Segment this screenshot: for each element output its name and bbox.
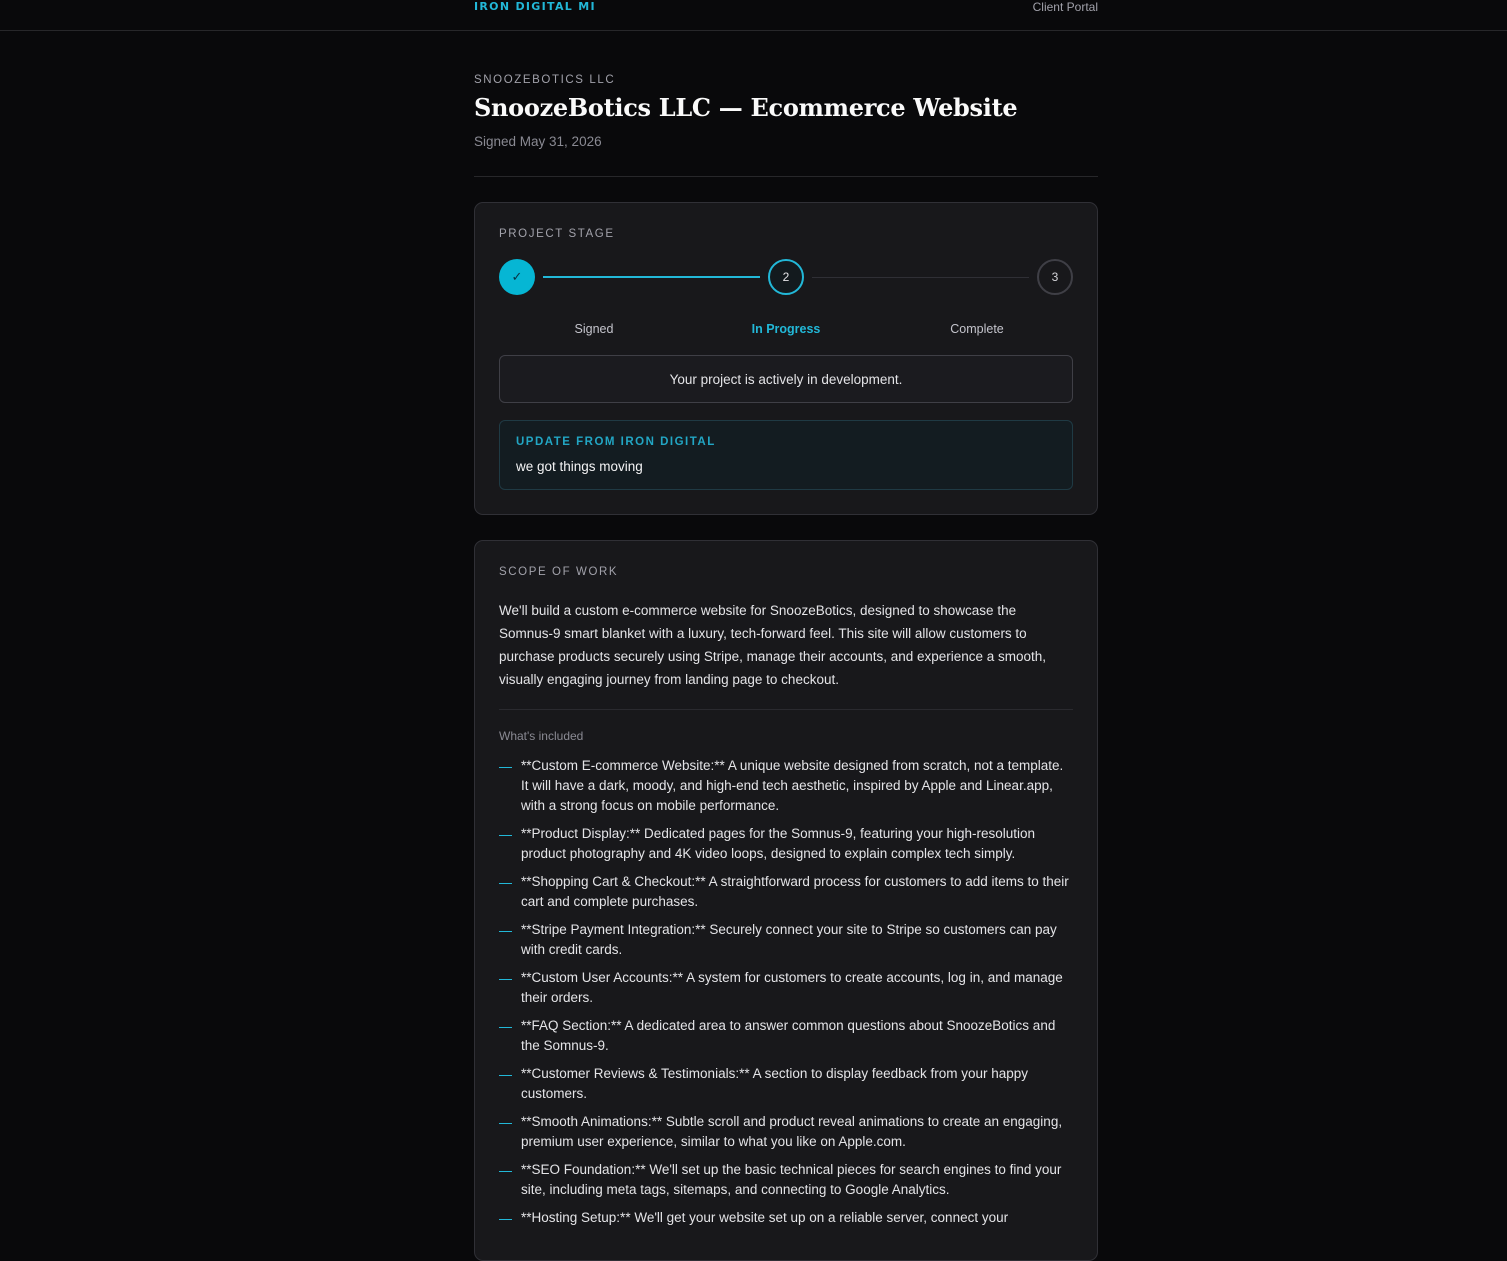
item-text: **Custom E-commerce Website:** A unique website designed from scratch, not a template. It will have a dark, moody, and high-end tech aesthetic, inspired by Apple and Linear.app, with a strong focus on mobile performance. [521, 758, 1064, 813]
list-item [499, 920, 1073, 960]
step-complete-label: Complete [950, 322, 1004, 336]
scope-of-work-label: SCOPE OF WORK [499, 566, 619, 578]
item-text: **Stripe Payment Integration:** Securely connect your site to Stripe so customers can pay with credit cards. [521, 922, 1057, 957]
update-notice [499, 420, 1073, 490]
project-stage-card [474, 202, 1098, 515]
top-bar [0, 0, 1507, 31]
included-items-list [499, 756, 1073, 1228]
step-signed-label: Signed [574, 322, 614, 336]
scope-of-work-card [474, 540, 1098, 1261]
item-text: **Product Display:** Dedicated pages for the Somnus-9, featuring your high-resolution product photography and 4K video loops, designed to explain complex tech simply. [521, 826, 1036, 861]
progress-line-complete [543, 276, 760, 278]
client-name: SNOOZEBOTICS LLC [474, 74, 616, 86]
brand-logo[interactable]: IRON DIGITAL MI [474, 0, 596, 13]
list-item [499, 872, 1073, 912]
status-message: Your project is actively in development. [499, 355, 1073, 403]
divider [474, 176, 1098, 177]
item-text: **Shopping Cart & Checkout:** A straightforward process for customers to add items to their cart and complete purchases. [521, 874, 1069, 909]
dash-bullet-icon [499, 931, 512, 932]
list-item [499, 968, 1073, 1008]
item-text: **Customer Reviews & Testimonials:** A section to display feedback from your happy customers. [521, 1066, 1028, 1101]
list-item [499, 1064, 1073, 1104]
item-text: **Hosting Setup:** We'll get your website set up on a reliable server, connect your [521, 1210, 1009, 1225]
dash-bullet-icon [499, 1027, 512, 1028]
progress-line-pending [812, 277, 1029, 278]
dash-bullet-icon [499, 1219, 512, 1220]
dash-bullet-icon [499, 1171, 512, 1172]
list-item [499, 1016, 1073, 1056]
dash-bullet-icon [499, 1123, 512, 1124]
item-text: **FAQ Section:** A dedicated area to answer common questions about SnoozeBotics and the Somnus-9. [521, 1018, 1056, 1053]
dash-bullet-icon [499, 1075, 512, 1076]
step-in-progress-marker: 2 [768, 259, 804, 295]
scope-description: We'll build a custom e-commerce website for SnoozeBotics, designed to showcase the Somnus-9 smart blanket with a luxury, tech-forward feel. This site will allow customers to purchase products securely using Stripe, manage their accounts, and experience a smooth, visually engaging journey from landing page to checkout. [499, 603, 1047, 687]
update-text: we got things moving [516, 459, 643, 474]
page-title: SnoozeBotics LLC — Ecommerce Website [474, 93, 1018, 122]
list-item [499, 1208, 1073, 1228]
list-item [499, 1160, 1073, 1200]
dash-bullet-icon [499, 883, 512, 884]
dash-bullet-icon [499, 835, 512, 836]
signed-date: Signed May 31, 2026 [474, 134, 602, 149]
list-item [499, 756, 1073, 816]
step-in-progress-label: In Progress [751, 322, 821, 336]
item-text: **Smooth Animations:** Subtle scroll and product reveal animations to create an engaging, premium user experience, similar to what you like on Apple.com. [521, 1114, 1063, 1149]
step-signed-check-icon: ✓ [499, 259, 535, 295]
stage-stepper [499, 259, 1073, 355]
client-portal-link[interactable]: Client Portal [1032, 0, 1098, 14]
step-complete-marker: 3 [1037, 259, 1073, 295]
divider [499, 709, 1073, 710]
item-text: **Custom User Accounts:** A system for customers to create accounts, log in, and manage their orders. [521, 970, 1063, 1005]
update-label: UPDATE FROM IRON DIGITAL [516, 436, 716, 448]
dash-bullet-icon [499, 979, 512, 980]
list-item [499, 1112, 1073, 1152]
dash-bullet-icon [499, 767, 512, 768]
item-text: **SEO Foundation:** We'll set up the basic technical pieces for search engines to find your site, including meta tags, sitemaps, and connecting to Google Analytics. [521, 1162, 1062, 1197]
main-content [474, 31, 1098, 1261]
list-item [499, 824, 1073, 864]
whats-included-label: What's included [499, 729, 584, 743]
project-stage-label: PROJECT STAGE [499, 228, 615, 240]
